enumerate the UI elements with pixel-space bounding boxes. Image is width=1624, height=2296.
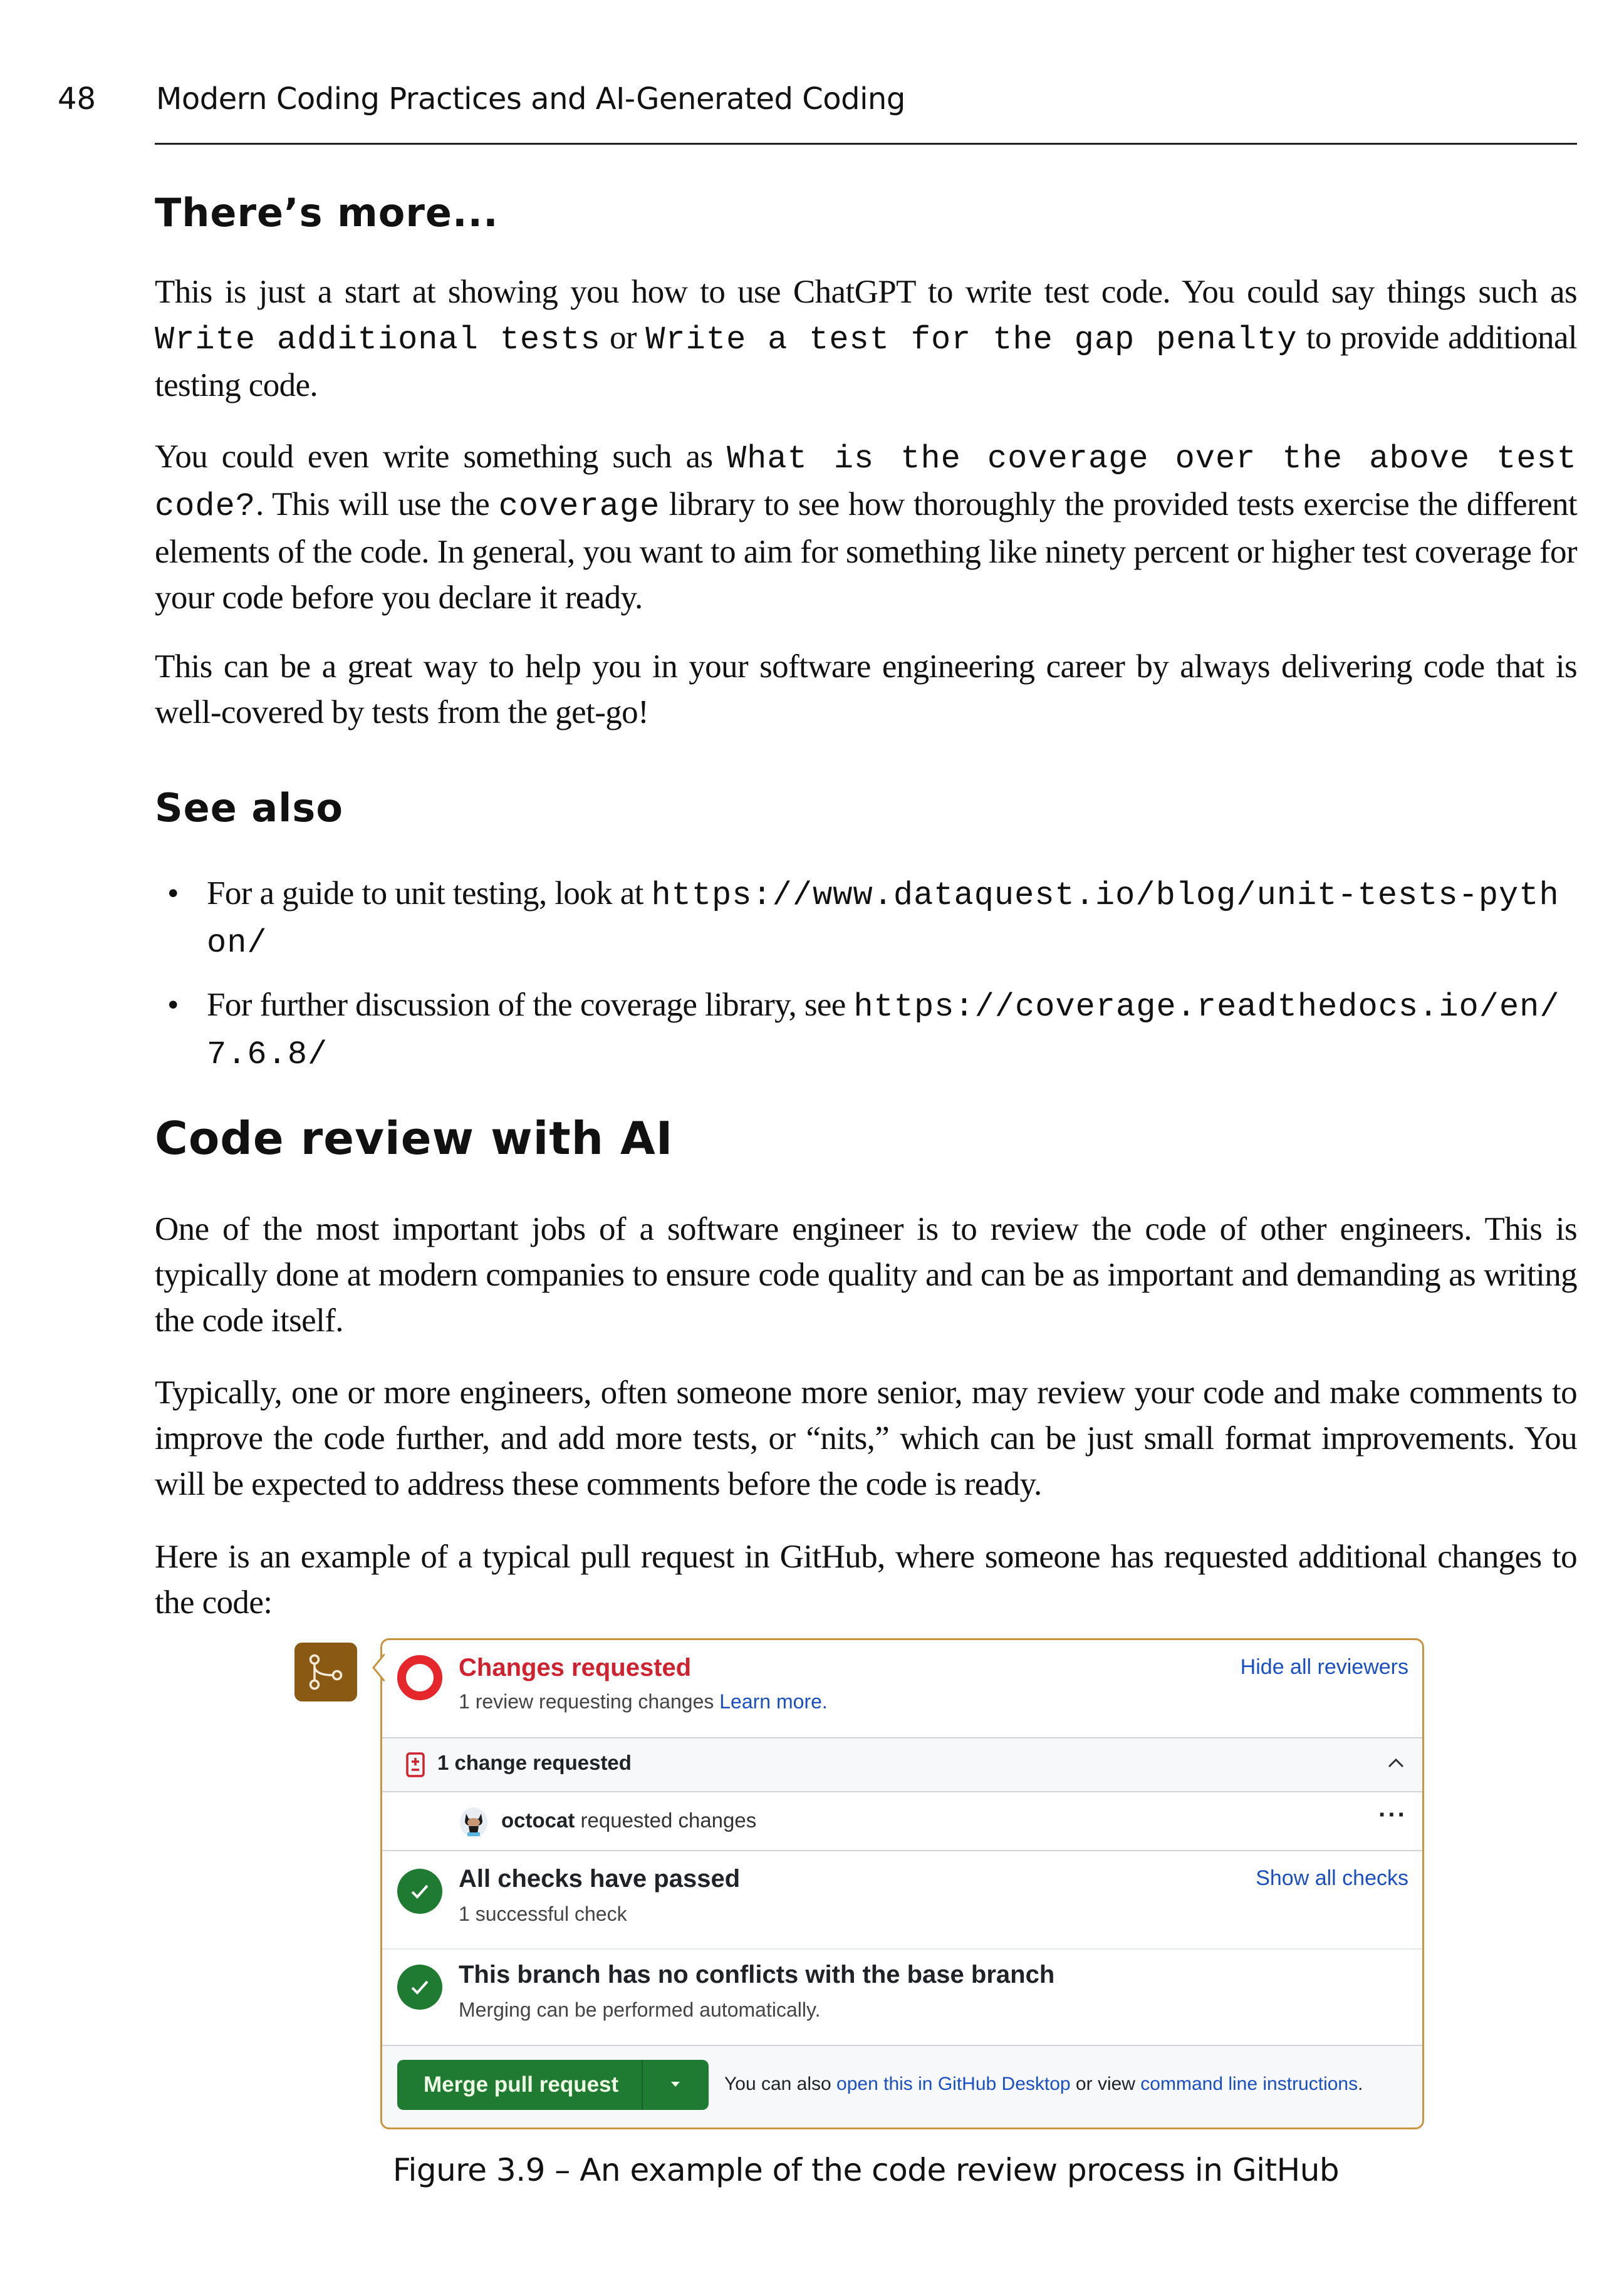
section-heading-see-also: See also (155, 785, 343, 831)
check-passed-icon (397, 1965, 442, 2010)
kebab-horizontal-icon[interactable]: ··· (1378, 1801, 1407, 1829)
list-item (167, 871, 1577, 966)
reviewer-activity (501, 1809, 756, 1832)
paragraph-theres-more-3: This can be a great way to help you in your software engineering career by always delivering code that is well-covered by tests from the get-go! (155, 648, 1577, 730)
review-status-subtitle (459, 1690, 828, 1713)
text: or view (1070, 2074, 1141, 2094)
url-link[interactable]: https://www.dataquest.io/blog/unit-tests-python/ (207, 877, 1559, 962)
reviewer-action: requested changes (580, 1809, 757, 1832)
review-count-text: 1 review requesting changes (459, 1690, 714, 1713)
triangle-down-icon (670, 2081, 680, 2087)
conflicts-row (382, 1950, 1422, 2045)
paragraph-theres-more-2 (155, 434, 1577, 621)
paragraph-code-review-3: Here is an example of a typical pull request in GitHub, where someone has requested additional changes to the code: (155, 1539, 1577, 1621)
text: library to see how thoroughly the provided tests exercise the different elements of the code. In general, you want to aim for something like ninety percent or higher test coverage for your code before you declare it ready. (155, 486, 1577, 616)
figure-caption: Figure 3.9 – An example of the code review process in GitHub (392, 2152, 1340, 2188)
list-item (167, 982, 1577, 1078)
section-heading-code-review: Code review with AI (155, 1112, 674, 1165)
merge-button-label: Merge pull request (424, 2072, 619, 2097)
paragraph-code-review-2: Typically, one or more engineers, often someone more senior, may review your code and make comments to improve the code further, and add more tests, or “nits,” which can be just small format improvements. You will be expected to address these comments before the code is ready. (155, 1374, 1577, 1502)
conflicts-title: This branch has no conflicts with the base branch (459, 1961, 1055, 1988)
inline-code: Write a test for the gap penalty (645, 321, 1298, 358)
panel-pointer (371, 1654, 385, 1681)
merge-pull-request-button[interactable] (397, 2060, 709, 2110)
change-count-label: 1 change requested (437, 1751, 632, 1774)
list-item-text: For a guide to unit testing, look at (207, 875, 652, 912)
command-line-instructions-link[interactable]: command line instructions (1140, 2074, 1358, 2094)
open-in-desktop-link[interactable]: open this in GitHub Desktop (836, 2074, 1071, 2094)
reviewer-name[interactable]: octocat (501, 1809, 575, 1832)
inline-code: What is the coverage over the above test code? (155, 440, 1577, 525)
text: to provide additional testing code. (155, 319, 1578, 403)
text: You can also (724, 2074, 837, 2094)
chevron-up-icon[interactable] (1387, 1757, 1405, 1769)
show-all-checks-link[interactable]: Show all checks (1256, 1866, 1408, 1890)
page-number: 48 (58, 81, 96, 117)
changes-requested-icon (397, 1655, 442, 1700)
merge-options-dropdown[interactable] (643, 2060, 709, 2110)
text: or (600, 319, 646, 356)
checks-subtitle: 1 successful check (459, 1903, 627, 1925)
bullet-icon: • (167, 875, 179, 912)
octocat-avatar (460, 1807, 487, 1837)
octocat-icon (460, 1807, 487, 1837)
section-heading-theres-more: There’s more... (155, 190, 499, 236)
conflicts-subtitle: Merging can be performed automatically. (459, 1998, 821, 2021)
file-diff-icon (406, 1752, 425, 1777)
inline-code: Write additional tests (155, 321, 601, 358)
paragraph-theres-more-1 (155, 269, 1577, 408)
checks-row (382, 1851, 1422, 1948)
running-header-title: Modern Coding Practices and AI-Generated Coding (156, 81, 905, 117)
check-passed-icon (397, 1869, 442, 1914)
review-status-title: Changes requested (459, 1654, 692, 1681)
checks-title: All checks have passed (459, 1865, 741, 1893)
text: This is just a start at showing you how to use ChatGPT to write test code. You could say things such as (155, 274, 1577, 310)
merge-row (382, 2046, 1422, 2127)
reviewer-row (382, 1792, 1422, 1850)
text: . (1358, 2074, 1363, 2094)
url-link[interactable]: https://coverage.readthedocs.io/en/7.6.8/ (207, 989, 1560, 1073)
merge-alternatives-text (724, 2074, 1363, 2095)
review-status-row (382, 1640, 1422, 1737)
list-item-text: For further discussion of the coverage library, see (207, 987, 854, 1023)
text: You could even write something such as (155, 439, 727, 475)
header-rule (155, 143, 1577, 145)
hide-all-reviewers-link[interactable]: Hide all reviewers (1240, 1655, 1408, 1679)
git-merge-icon (308, 1654, 343, 1690)
text: . This will use the (256, 486, 499, 522)
pull-request-merge-panel (380, 1638, 1424, 2129)
bullet-icon: • (167, 987, 179, 1023)
inline-code: coverage (498, 488, 660, 525)
change-requested-row[interactable] (382, 1738, 1422, 1791)
git-branch-badge (294, 1643, 357, 1701)
learn-more-link[interactable]: Learn more. (719, 1690, 828, 1713)
paragraph-code-review-1: One of the most important jobs of a software engineer is to review the code of other engineers. This is typically done at modern companies to ensure code quality and can be as important and demanding as writing the code itself. (155, 1211, 1577, 1339)
